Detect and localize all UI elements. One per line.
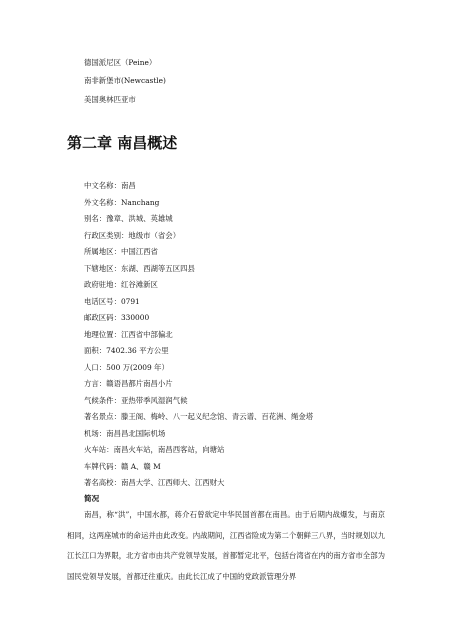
chapter-title: 第二章 南昌概述 <box>67 134 178 152</box>
info-field: 所属地区：中国江西省 <box>84 247 158 256</box>
top-list-item: 南非新堡市(Newcastle) <box>84 76 166 85</box>
info-field: 著名高校：南昌大学、江西师大、江西财大 <box>84 478 225 487</box>
info-field: 方言：赣语昌都片南昌小片 <box>84 379 173 388</box>
info-field: 行政区类别：地级市（省会） <box>84 231 181 240</box>
info-field: 气候条件：亚热带季风湿润气候 <box>84 396 188 405</box>
info-field: 下辖地区：东湖、西湖等五区四县 <box>84 264 195 273</box>
info-field: 面积：7402.36 平方公里 <box>84 346 169 355</box>
info-field: 车牌代码：赣 A、赣 M <box>84 462 161 471</box>
section-title: 简况 <box>84 494 100 503</box>
top-list-item: 美国奥林匹亚市 <box>84 95 136 104</box>
info-field: 邮政区码：330000 <box>84 313 150 322</box>
info-field: 政府驻地：红谷滩新区 <box>84 280 158 289</box>
body-paragraph: 南昌，称“洪”，中国水都，蒋介石曾欲定中华民国首都在南昌。由于后期内战爆发，与南京相同，这两座城市的命运并由此改变。内战期间，江西省险成为第二个朝鲜三八界，当时规划以九江长江口为界限，北方省市由共产党领导发展，首都暂定北平，包括台湾省在内的南方省市全部为国民党领导发展，首都迁往重庆。由此长江成了中国的党政派管理分界 <box>67 510 385 581</box>
info-field: 电话区号：0791 <box>84 297 140 306</box>
top-list-item: 德国派尼区（Peine） <box>84 58 157 67</box>
info-field: 人口：500 万(2009 年） <box>84 363 169 372</box>
info-field: 外文名称：Nanchang <box>84 198 160 207</box>
info-field: 机场：南昌昌北国际机场 <box>84 429 166 438</box>
info-field: 地理位置：江西省中部偏北 <box>84 330 173 339</box>
info-field: 火车站：南昌火车站，南昌西客站，向塘站 <box>84 445 225 454</box>
info-field: 别名：豫章、洪城、英雄城 <box>84 214 173 223</box>
info-field: 著名景点：滕王阁、梅岭、八一起义纪念馆、青云谱、百花洲、绳金塔 <box>84 412 314 421</box>
info-field: 中文名称：南昌 <box>84 181 136 190</box>
